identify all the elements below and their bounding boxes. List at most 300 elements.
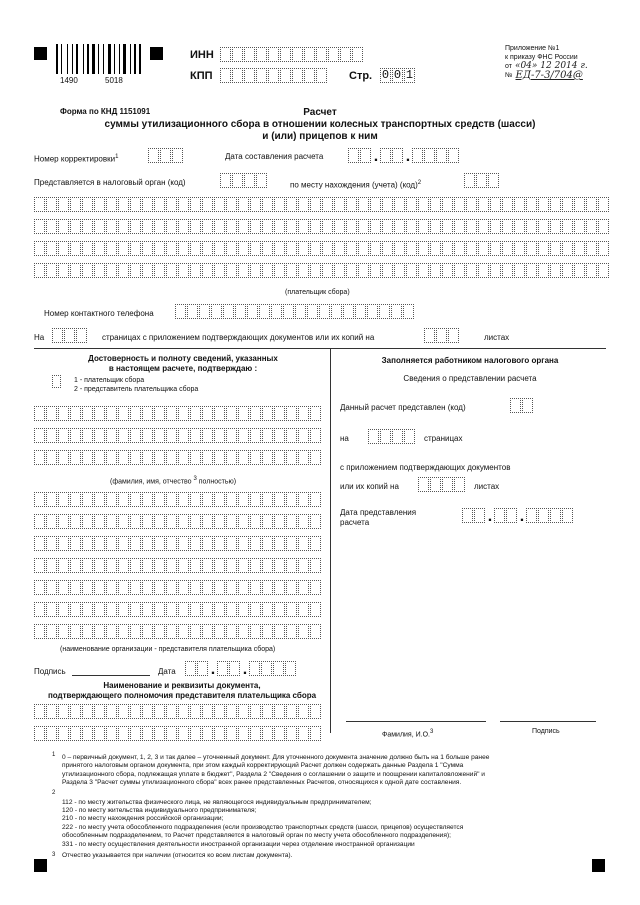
input-cell[interactable]: [226, 219, 237, 234]
input-cell[interactable]: [574, 197, 585, 212]
input-cell[interactable]: [94, 514, 105, 529]
input-cell[interactable]: [82, 536, 93, 551]
input-cell[interactable]: [130, 450, 141, 465]
input-cell[interactable]: [510, 398, 521, 413]
phone-field[interactable]: [175, 304, 415, 319]
input-cell[interactable]: [526, 197, 537, 212]
input-cell[interactable]: [298, 514, 309, 529]
correction-field[interactable]: [148, 148, 184, 163]
input-cell[interactable]: [526, 508, 537, 523]
kpp-field[interactable]: [220, 68, 328, 83]
input-cell[interactable]: [214, 536, 225, 551]
input-cell[interactable]: [298, 558, 309, 573]
input-cell[interactable]: [106, 219, 117, 234]
input-cell[interactable]: [166, 602, 177, 617]
input-cell[interactable]: [178, 514, 189, 529]
input-cell[interactable]: [392, 429, 403, 444]
input-cell[interactable]: [214, 219, 225, 234]
input-cell[interactable]: [130, 536, 141, 551]
input-cell[interactable]: [34, 602, 45, 617]
input-cell[interactable]: [190, 450, 201, 465]
input-cell[interactable]: [46, 406, 57, 421]
input-cell[interactable]: [292, 68, 303, 83]
input-cell[interactable]: [226, 624, 237, 639]
input-cell[interactable]: [118, 580, 129, 595]
input-cell[interactable]: [118, 406, 129, 421]
input-cell[interactable]: [94, 450, 105, 465]
input-cell[interactable]: [130, 624, 141, 639]
input-cell[interactable]: [34, 241, 45, 256]
input-cell[interactable]: [250, 263, 261, 278]
input-cell[interactable]: [262, 450, 273, 465]
input-cell[interactable]: [424, 148, 435, 163]
input-cell[interactable]: [442, 197, 453, 212]
input-cell[interactable]: [58, 406, 69, 421]
input-cell[interactable]: [58, 241, 69, 256]
input-cell[interactable]: [250, 704, 261, 719]
input-cell[interactable]: [226, 450, 237, 465]
input-cell[interactable]: [58, 219, 69, 234]
input-cell[interactable]: [586, 263, 597, 278]
org-name-row[interactable]: [34, 558, 322, 573]
input-cell[interactable]: [274, 704, 285, 719]
input-cell[interactable]: [262, 558, 273, 573]
input-cell[interactable]: [94, 558, 105, 573]
input-cell[interactable]: [232, 47, 243, 62]
input-cell[interactable]: [82, 602, 93, 617]
input-cell[interactable]: [286, 536, 297, 551]
input-cell[interactable]: [562, 219, 573, 234]
input-cell[interactable]: [214, 602, 225, 617]
input-cell[interactable]: [142, 219, 153, 234]
input-cell[interactable]: [454, 263, 465, 278]
input-cell[interactable]: [454, 197, 465, 212]
input-cell[interactable]: [58, 726, 69, 741]
input-cell[interactable]: [82, 624, 93, 639]
input-cell[interactable]: [70, 602, 81, 617]
org-name-row[interactable]: [34, 580, 322, 595]
input-cell[interactable]: [274, 514, 285, 529]
input-cell[interactable]: [238, 406, 249, 421]
input-cell[interactable]: [175, 304, 186, 319]
input-cell[interactable]: [274, 602, 285, 617]
input-cell[interactable]: [370, 263, 381, 278]
input-cell[interactable]: [70, 197, 81, 212]
input-cell[interactable]: [394, 241, 405, 256]
pages-count-field[interactable]: [52, 328, 88, 343]
input-cell[interactable]: [106, 580, 117, 595]
input-cell[interactable]: [52, 328, 63, 343]
date-field[interactable]: . .: [348, 148, 460, 166]
input-cell[interactable]: [490, 219, 501, 234]
input-cell[interactable]: [142, 492, 153, 507]
input-cell[interactable]: [118, 197, 129, 212]
input-cell[interactable]: [58, 514, 69, 529]
input-cell[interactable]: [382, 219, 393, 234]
input-cell[interactable]: [172, 148, 183, 163]
input-cell[interactable]: [394, 263, 405, 278]
signer-name-row[interactable]: [34, 428, 322, 443]
input-cell[interactable]: [274, 580, 285, 595]
input-cell[interactable]: [268, 47, 279, 62]
input-cell[interactable]: [448, 328, 459, 343]
input-cell[interactable]: [130, 492, 141, 507]
input-cell[interactable]: [94, 726, 105, 741]
input-cell[interactable]: [154, 602, 165, 617]
input-cell[interactable]: [262, 580, 273, 595]
input-cell[interactable]: [118, 263, 129, 278]
input-cell[interactable]: [268, 68, 279, 83]
input-cell[interactable]: [298, 450, 309, 465]
input-cell[interactable]: [226, 602, 237, 617]
input-cell[interactable]: [310, 536, 321, 551]
input-cell[interactable]: [118, 726, 129, 741]
input-cell[interactable]: [106, 536, 117, 551]
input-cell[interactable]: [94, 492, 105, 507]
input-cell[interactable]: [106, 406, 117, 421]
input-cell[interactable]: [118, 514, 129, 529]
org-name-row[interactable]: [34, 624, 322, 639]
org-name-row[interactable]: [34, 514, 322, 529]
input-cell[interactable]: [58, 624, 69, 639]
input-cell[interactable]: [464, 173, 475, 188]
input-cell[interactable]: [154, 406, 165, 421]
input-cell[interactable]: [226, 514, 237, 529]
input-cell[interactable]: [82, 580, 93, 595]
input-cell[interactable]: [130, 558, 141, 573]
input-cell[interactable]: [82, 241, 93, 256]
input-cell[interactable]: [94, 624, 105, 639]
input-cell[interactable]: [274, 536, 285, 551]
input-cell[interactable]: [130, 219, 141, 234]
input-cell[interactable]: [34, 704, 45, 719]
input-cell[interactable]: [70, 624, 81, 639]
input-cell[interactable]: [229, 661, 240, 676]
input-cell[interactable]: [334, 197, 345, 212]
input-cell[interactable]: [46, 428, 57, 443]
input-cell[interactable]: [46, 492, 57, 507]
input-cell[interactable]: [502, 241, 513, 256]
input-cell[interactable]: [274, 219, 285, 234]
input-cell[interactable]: [70, 726, 81, 741]
right-sheets-field[interactable]: [418, 477, 466, 492]
input-cell[interactable]: [46, 536, 57, 551]
input-cell[interactable]: [226, 263, 237, 278]
input-cell[interactable]: [307, 304, 318, 319]
input-cell[interactable]: [280, 47, 291, 62]
payer-name-row[interactable]: [34, 241, 610, 256]
input-cell[interactable]: [94, 602, 105, 617]
input-cell[interactable]: [130, 406, 141, 421]
input-cell[interactable]: [94, 241, 105, 256]
input-cell[interactable]: [178, 219, 189, 234]
input-cell[interactable]: [118, 428, 129, 443]
input-cell[interactable]: [298, 704, 309, 719]
input-cell[interactable]: [82, 558, 93, 573]
input-cell[interactable]: [94, 263, 105, 278]
input-cell[interactable]: [34, 450, 45, 465]
input-cell[interactable]: [368, 429, 379, 444]
input-cell[interactable]: [380, 148, 391, 163]
input-cell[interactable]: [226, 704, 237, 719]
input-cell[interactable]: [148, 148, 159, 163]
input-cell[interactable]: [214, 704, 225, 719]
input-cell[interactable]: [178, 263, 189, 278]
input-cell[interactable]: [70, 514, 81, 529]
input-cell[interactable]: [178, 726, 189, 741]
input-cell[interactable]: [442, 241, 453, 256]
input-cell[interactable]: [197, 661, 208, 676]
input-cell[interactable]: [298, 219, 309, 234]
org-name-row[interactable]: [34, 536, 322, 551]
input-cell[interactable]: [70, 558, 81, 573]
input-cell[interactable]: [476, 173, 487, 188]
input-cell[interactable]: [262, 263, 273, 278]
input-cell[interactable]: [331, 304, 342, 319]
input-cell[interactable]: [166, 514, 177, 529]
input-cell[interactable]: [494, 508, 505, 523]
input-cell[interactable]: [94, 219, 105, 234]
input-cell[interactable]: [436, 328, 447, 343]
input-cell[interactable]: [274, 263, 285, 278]
signer-name-row[interactable]: [34, 406, 322, 421]
input-cell[interactable]: [226, 197, 237, 212]
input-cell[interactable]: [238, 704, 249, 719]
input-cell[interactable]: [190, 726, 201, 741]
input-cell[interactable]: [154, 624, 165, 639]
input-cell[interactable]: [262, 197, 273, 212]
input-cell[interactable]: [58, 704, 69, 719]
input-cell[interactable]: [274, 406, 285, 421]
input-cell[interactable]: [262, 241, 273, 256]
input-cell[interactable]: [178, 406, 189, 421]
input-cell[interactable]: [598, 263, 609, 278]
input-cell[interactable]: [106, 428, 117, 443]
input-cell[interactable]: [256, 173, 267, 188]
payer-name-row[interactable]: [34, 263, 610, 278]
payer-name-row[interactable]: [34, 197, 610, 212]
input-cell[interactable]: [58, 536, 69, 551]
input-cell[interactable]: [262, 406, 273, 421]
submitted-code-field[interactable]: [510, 398, 534, 413]
input-cell[interactable]: [58, 492, 69, 507]
input-cell[interactable]: [154, 450, 165, 465]
input-cell[interactable]: [82, 406, 93, 421]
input-cell[interactable]: [316, 47, 327, 62]
input-cell[interactable]: [574, 241, 585, 256]
input-cell[interactable]: [562, 508, 573, 523]
input-cell[interactable]: [250, 514, 261, 529]
doc-row[interactable]: [34, 726, 322, 741]
input-cell[interactable]: [249, 661, 260, 676]
input-cell[interactable]: [154, 219, 165, 234]
input-cell[interactable]: [190, 428, 201, 443]
input-cell[interactable]: [106, 624, 117, 639]
input-cell[interactable]: [286, 406, 297, 421]
signer-name-row[interactable]: [34, 450, 322, 465]
input-cell[interactable]: [310, 580, 321, 595]
org-name-row[interactable]: [34, 492, 322, 507]
input-cell[interactable]: [70, 219, 81, 234]
input-cell[interactable]: [514, 197, 525, 212]
input-cell[interactable]: [574, 263, 585, 278]
input-cell[interactable]: [490, 241, 501, 256]
input-cell[interactable]: [76, 328, 87, 343]
input-cell[interactable]: [285, 661, 296, 676]
input-cell[interactable]: [166, 492, 177, 507]
input-cell[interactable]: [34, 263, 45, 278]
input-cell[interactable]: [187, 304, 198, 319]
input-cell[interactable]: [394, 197, 405, 212]
input-cell[interactable]: [418, 477, 429, 492]
input-cell[interactable]: [70, 263, 81, 278]
location-field[interactable]: [464, 173, 500, 188]
input-cell[interactable]: [550, 219, 561, 234]
input-cell[interactable]: [358, 241, 369, 256]
input-cell[interactable]: [154, 580, 165, 595]
input-cell[interactable]: [310, 624, 321, 639]
input-cell[interactable]: [226, 536, 237, 551]
inn-field[interactable]: [220, 47, 364, 62]
input-cell[interactable]: [238, 726, 249, 741]
input-cell[interactable]: [166, 704, 177, 719]
input-cell[interactable]: [310, 197, 321, 212]
input-cell[interactable]: [214, 580, 225, 595]
input-cell[interactable]: [586, 197, 597, 212]
input-cell[interactable]: [280, 68, 291, 83]
input-cell[interactable]: [214, 428, 225, 443]
input-cell[interactable]: [70, 428, 81, 443]
input-cell[interactable]: [118, 704, 129, 719]
input-cell[interactable]: [322, 219, 333, 234]
input-cell[interactable]: [488, 173, 499, 188]
input-cell[interactable]: [522, 398, 533, 413]
input-cell[interactable]: [346, 241, 357, 256]
input-cell[interactable]: [202, 514, 213, 529]
input-cell[interactable]: [304, 68, 315, 83]
input-cell[interactable]: [238, 624, 249, 639]
input-cell[interactable]: [274, 558, 285, 573]
input-cell[interactable]: [106, 558, 117, 573]
input-cell[interactable]: [352, 47, 363, 62]
input-cell[interactable]: [322, 197, 333, 212]
input-cell[interactable]: [298, 241, 309, 256]
input-cell[interactable]: [262, 514, 273, 529]
input-cell[interactable]: [178, 492, 189, 507]
input-cell[interactable]: [355, 304, 366, 319]
input-cell[interactable]: [34, 406, 45, 421]
input-cell[interactable]: [346, 197, 357, 212]
input-cell[interactable]: [310, 704, 321, 719]
input-cell[interactable]: [106, 450, 117, 465]
input-cell[interactable]: [418, 263, 429, 278]
input-cell[interactable]: [190, 241, 201, 256]
input-cell[interactable]: [178, 602, 189, 617]
input-cell[interactable]: [392, 148, 403, 163]
input-cell[interactable]: [430, 263, 441, 278]
input-cell[interactable]: [538, 197, 549, 212]
input-cell[interactable]: [430, 219, 441, 234]
input-cell[interactable]: [262, 704, 273, 719]
input-cell[interactable]: [70, 241, 81, 256]
input-cell[interactable]: [490, 197, 501, 212]
input-cell[interactable]: [178, 197, 189, 212]
input-cell[interactable]: [166, 241, 177, 256]
input-cell[interactable]: [466, 219, 477, 234]
input-cell[interactable]: [238, 514, 249, 529]
input-cell[interactable]: [370, 219, 381, 234]
input-cell[interactable]: [391, 304, 402, 319]
input-cell[interactable]: [226, 406, 237, 421]
input-cell[interactable]: [214, 241, 225, 256]
input-cell[interactable]: [256, 47, 267, 62]
input-cell[interactable]: [106, 514, 117, 529]
input-cell[interactable]: [250, 602, 261, 617]
input-cell[interactable]: [202, 704, 213, 719]
input-cell[interactable]: [238, 263, 249, 278]
input-cell[interactable]: [334, 263, 345, 278]
input-cell[interactable]: [226, 726, 237, 741]
input-cell[interactable]: [202, 624, 213, 639]
input-cell[interactable]: [106, 241, 117, 256]
input-cell[interactable]: [274, 241, 285, 256]
input-cell[interactable]: [214, 406, 225, 421]
input-cell[interactable]: [262, 624, 273, 639]
input-cell[interactable]: [598, 241, 609, 256]
input-cell[interactable]: [214, 492, 225, 507]
input-cell[interactable]: [118, 450, 129, 465]
input-cell[interactable]: [130, 602, 141, 617]
input-cell[interactable]: [244, 68, 255, 83]
input-cell[interactable]: [142, 558, 153, 573]
input-cell[interactable]: [298, 536, 309, 551]
input-cell[interactable]: [94, 580, 105, 595]
submit-date-field[interactable]: . .: [462, 508, 574, 526]
input-cell[interactable]: [358, 197, 369, 212]
input-cell[interactable]: [46, 558, 57, 573]
org-name-row[interactable]: [34, 602, 322, 617]
input-cell[interactable]: [211, 304, 222, 319]
input-cell[interactable]: [550, 263, 561, 278]
input-cell[interactable]: [286, 219, 297, 234]
input-cell[interactable]: [214, 450, 225, 465]
input-cell[interactable]: [310, 241, 321, 256]
input-cell[interactable]: [298, 406, 309, 421]
input-cell[interactable]: [261, 661, 272, 676]
input-cell[interactable]: [262, 219, 273, 234]
input-cell[interactable]: [202, 602, 213, 617]
input-cell[interactable]: [202, 726, 213, 741]
input-cell[interactable]: [250, 219, 261, 234]
input-cell[interactable]: [214, 514, 225, 529]
input-cell[interactable]: [232, 68, 243, 83]
input-cell[interactable]: [286, 704, 297, 719]
input-cell[interactable]: [343, 304, 354, 319]
input-cell[interactable]: [154, 726, 165, 741]
input-cell[interactable]: [202, 536, 213, 551]
input-cell[interactable]: [190, 406, 201, 421]
input-cell[interactable]: [319, 304, 330, 319]
input-cell[interactable]: [154, 197, 165, 212]
input-cell[interactable]: [286, 241, 297, 256]
input-cell[interactable]: [454, 219, 465, 234]
input-cell[interactable]: [166, 536, 177, 551]
input-cell[interactable]: [154, 241, 165, 256]
input-cell[interactable]: [202, 219, 213, 234]
input-cell[interactable]: [178, 624, 189, 639]
input-cell[interactable]: [202, 492, 213, 507]
input-cell[interactable]: [58, 263, 69, 278]
